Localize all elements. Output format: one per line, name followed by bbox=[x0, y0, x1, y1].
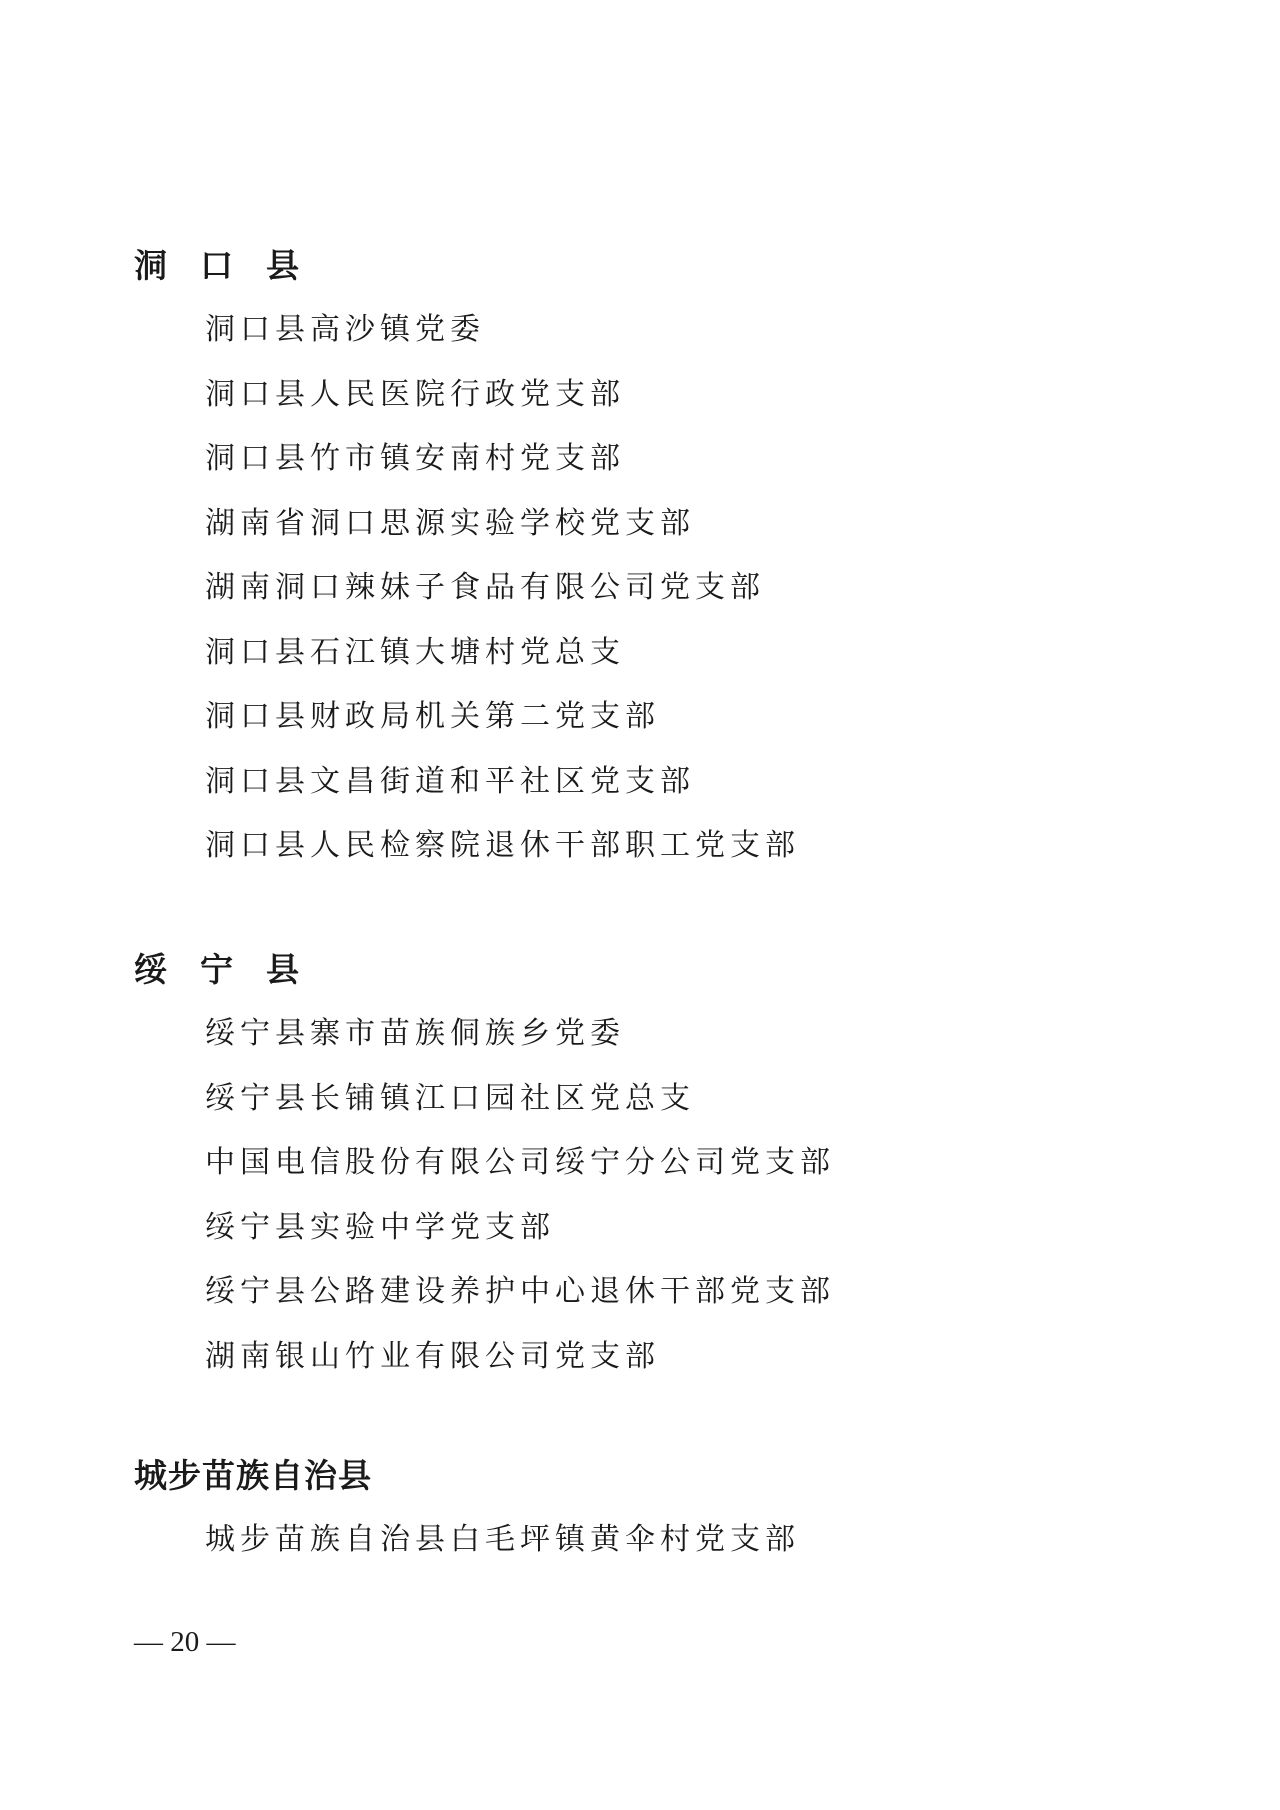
list-item: 湖南省洞口思源实验学校党支部 bbox=[205, 505, 695, 541]
list-item: 中国电信股份有限公司绥宁分公司党支部 bbox=[205, 1145, 835, 1180]
page-number: — 20 — bbox=[134, 1626, 236, 1658]
section-heading: 洞 口 县 bbox=[134, 246, 299, 285]
list-item: 洞口县高沙镇党委 bbox=[205, 312, 485, 347]
list-item: 城步苗族自治县白毛坪镇黄伞村党支部 bbox=[205, 1522, 800, 1557]
list-item: 绥宁县长铺镇江口园社区党总支 bbox=[205, 1080, 695, 1116]
list-item: 洞口县竹市镇安南村党支部 bbox=[205, 441, 625, 476]
list-item: 绥宁县寨市苗族侗族乡党委 bbox=[205, 1016, 625, 1051]
list-item: 绥宁县公路建设养护中心退休干部党支部 bbox=[205, 1274, 835, 1309]
list-item: 洞口县人民医院行政党支部 bbox=[205, 376, 625, 412]
section-heading: 绥 宁 县 bbox=[134, 950, 299, 989]
list-item: 湖南银山竹业有限公司党支部 bbox=[205, 1338, 660, 1374]
section-heading: 城步苗族自治县 bbox=[134, 1456, 372, 1495]
list-item: 洞口县人民检察院退休干部职工党支部 bbox=[205, 828, 800, 863]
list-item: 洞口县财政局机关第二党支部 bbox=[205, 699, 660, 734]
entry-list bbox=[205, 1002, 835, 1389]
list-item: 洞口县文昌街道和平社区党支部 bbox=[205, 763, 695, 799]
list-item: 洞口县石江镇大塘村党总支 bbox=[205, 634, 625, 670]
entry-list bbox=[205, 298, 800, 879]
entry-list bbox=[205, 1508, 800, 1573]
list-item: 绥宁县实验中学党支部 bbox=[205, 1209, 555, 1245]
list-item: 湖南洞口辣妹子食品有限公司党支部 bbox=[205, 570, 765, 605]
